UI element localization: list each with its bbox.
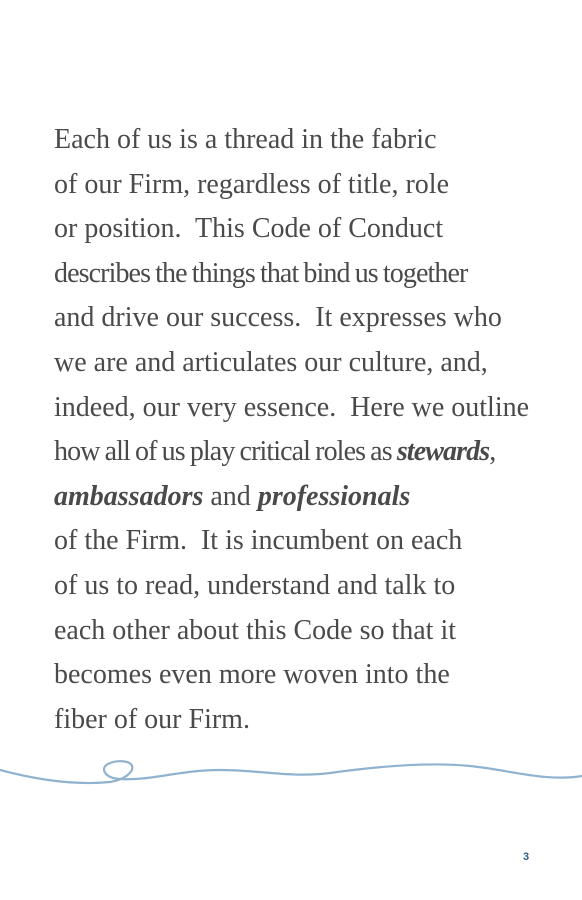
line-text: how all of us play critical roles as [54, 436, 397, 468]
line-text: , [489, 436, 496, 468]
paragraph-line [54, 519, 574, 564]
paragraph-line [54, 698, 574, 743]
paragraph-line [54, 163, 574, 208]
paragraph-line [54, 653, 574, 698]
paragraph-line [54, 118, 574, 163]
line-text: describes the things that bind us together [54, 257, 468, 289]
line-text: and [203, 480, 258, 512]
line-text: becomes even more woven into the [54, 659, 450, 691]
paragraph-line [54, 341, 574, 386]
line-text: of the Firm. It is incumbent on each [54, 525, 463, 557]
emphasis-professionals: professionals [257, 480, 411, 512]
page-number: 3 [522, 851, 530, 863]
emphasis-ambassadors: ambassadors [54, 480, 204, 512]
line-text: indeed, our very essence. Here we outline [54, 391, 530, 423]
paragraph-line [54, 609, 574, 654]
line-text: or position. This Code of Conduct [54, 213, 444, 245]
paragraph-line [54, 564, 574, 609]
line-text: we are and articulates our culture, and, [54, 346, 488, 378]
paragraph-line [54, 475, 574, 520]
line-text: fiber of our Firm. [54, 703, 250, 735]
line-text: Each of us is a thread in the fabric [54, 124, 437, 155]
paragraph-line [54, 252, 574, 297]
thread-line [0, 761, 582, 783]
code-of-conduct-intro-paragraph [54, 118, 574, 742]
thread-divider-illustration [0, 752, 582, 798]
line-text: each other about this Code so that it [54, 614, 457, 646]
line-text: of our Firm, regardless of title, role [54, 168, 450, 200]
line-text: of us to read, understand and talk to [54, 569, 456, 601]
paragraph-line [54, 430, 574, 475]
paragraph-line [54, 386, 574, 431]
line-text: and drive our success. It expresses who [54, 302, 502, 334]
paragraph-line [54, 207, 574, 252]
paragraph-line [54, 296, 574, 341]
emphasis-stewards: stewards [396, 436, 490, 468]
